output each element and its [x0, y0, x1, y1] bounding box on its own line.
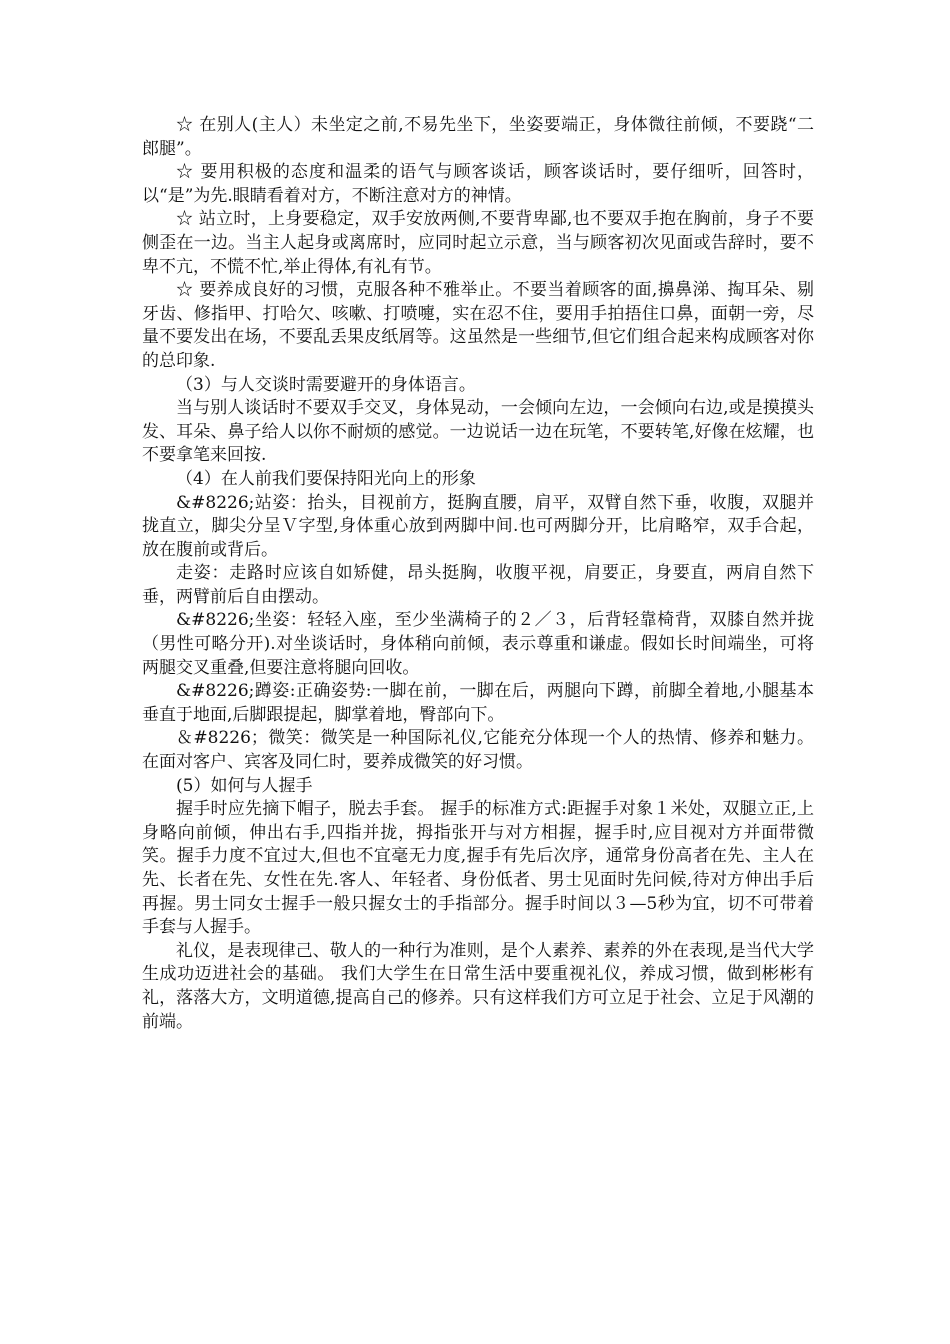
paragraph-squatting-posture: &#8226;蹲姿:正确姿势:一脚在前，一脚在后，两腿向下蹲，前脚全着地,小腿基本垂直于地面,后脚跟提起，脚掌着地，臀部向下。 — [142, 681, 814, 725]
paragraph-standing-posture: &#8226;站姿：抬头，目视前方，挺胸直腰，肩平，双臂自然下垂，收腹，双腿并拢直立，脚尖分呈Ｖ字型,身体重心放到两脚中间.也可两脚分开，比肩略窄，双手合起，放在腹前或背后。 — [142, 492, 814, 560]
paragraph-conclusion: 礼仪，是表现律己、敬人的一种行为准则，是个人素养、素养的外在表现,是当代大学生成功迈进社会的基础。 我们大学生在日常生活中要重视礼仪，养成习惯，做到彬彬有礼，落落大方，文明道德,提高自己的修养。只有这样我们方可立足于社会、立足于风潮的前端。 — [142, 940, 814, 1032]
paragraph-smile: ＆#8226；微笑：微笑是一种国际礼仪,它能充分体现一个人的热情、修养和魅力。在面对客户、宾客及同仁时，要养成微笑的好习惯。 — [142, 728, 814, 773]
paragraph-handshake: 握手时应先摘下帽子，脱去手套。 握手的标准方式:距握手对象１米处，双腿立正,上身略向前倾，伸出右手,四指并拢，拇指张开与对方相握，握手时,应目视对方并面带微笑。握手力度不宜过大,但也不宜毫无力度,握手有先后次序，通常身份高者在先、主人在先、长者在先、女性在先.客人、年轻者、身份低者、男士见面时先问候,待对方伸出手后再握。男士同女士握手一般只握女士的手指部分。握手时间以３—5秒为宜，切不可带着手套与人握手。 — [142, 799, 814, 938]
paragraph-walking-posture: 走姿：走路时应该自如矫健，昂头挺胸，收腹平视，肩要正，身要直，两肩自然下垂，两臂前后自由摆动。 — [142, 563, 814, 607]
paragraph-good-habits: ☆ 要养成良好的习惯，克服各种不雅举止。不要当着顾客的面,擤鼻涕、掏耳朵、剔牙齿、修指甲、打哈欠、咳嗽、打喷嚏，实在忍不住，要用手拍捂住口鼻，面朝一旁，尽量不要发出在场，不要乱丢果皮纸屑等。这虽然是一些细节,但它们组合起来构成顾客对你的总印象. — [142, 280, 814, 371]
paragraph-standing-etiquette: ☆ 站立时，上身要稳定，双手安放两侧,不要背卑鄙,也不要双手抱在胸前，身子不要侧歪在一边。当主人起身或离席时，应同时起立示意，当与顾客初次见面或告辞时，要不卑不亢，不慌不忙,举止得体,有礼有节。 — [142, 209, 814, 277]
paragraph-sitting-etiquette: ☆ 在别人(主人）未坐定之前,不易先坐下，坐姿要端正，身体微往前倾，不要跷“二郎腿”。 — [142, 115, 814, 159]
paragraph-body-language-avoid: 当与别人谈话时不要双手交叉，身体晃动，一会倾向左边，一会倾向右边,或是摸摸头发、耳朵、鼻子给人以你不耐烦的感觉。一边说话一边在玩笔，不要转笔,好像在炫耀，也不要拿笔来回按. — [142, 398, 814, 466]
section-heading-5: (5）如何与人握手 — [176, 775, 313, 796]
section-heading-3: （3）与人交谈时需要避开的身体语言。 — [176, 374, 476, 395]
paragraph-conversation-attitude: ☆ 要用积极的态度和温柔的语气与顾客谈话，顾客谈话时，要仔细听，回答时，以“是”为先.眼睛看着对方，不断注意对方的神情。 — [142, 162, 814, 206]
paragraph-sitting-posture: &#8226;坐姿：轻轻入座，至少坐满椅子的２／３，后背轻靠椅背，双膝自然并拢（男性可略分开).对坐谈话时，身体稍向前倾，表示尊重和谦虚。假如长时间端坐，可将两腿交叉重叠,但要注意将腿向回收。 — [142, 610, 814, 678]
document-body — [142, 114, 814, 1034]
section-heading-4: （4）在人前我们要保持阳光向上的形象 — [176, 468, 476, 489]
